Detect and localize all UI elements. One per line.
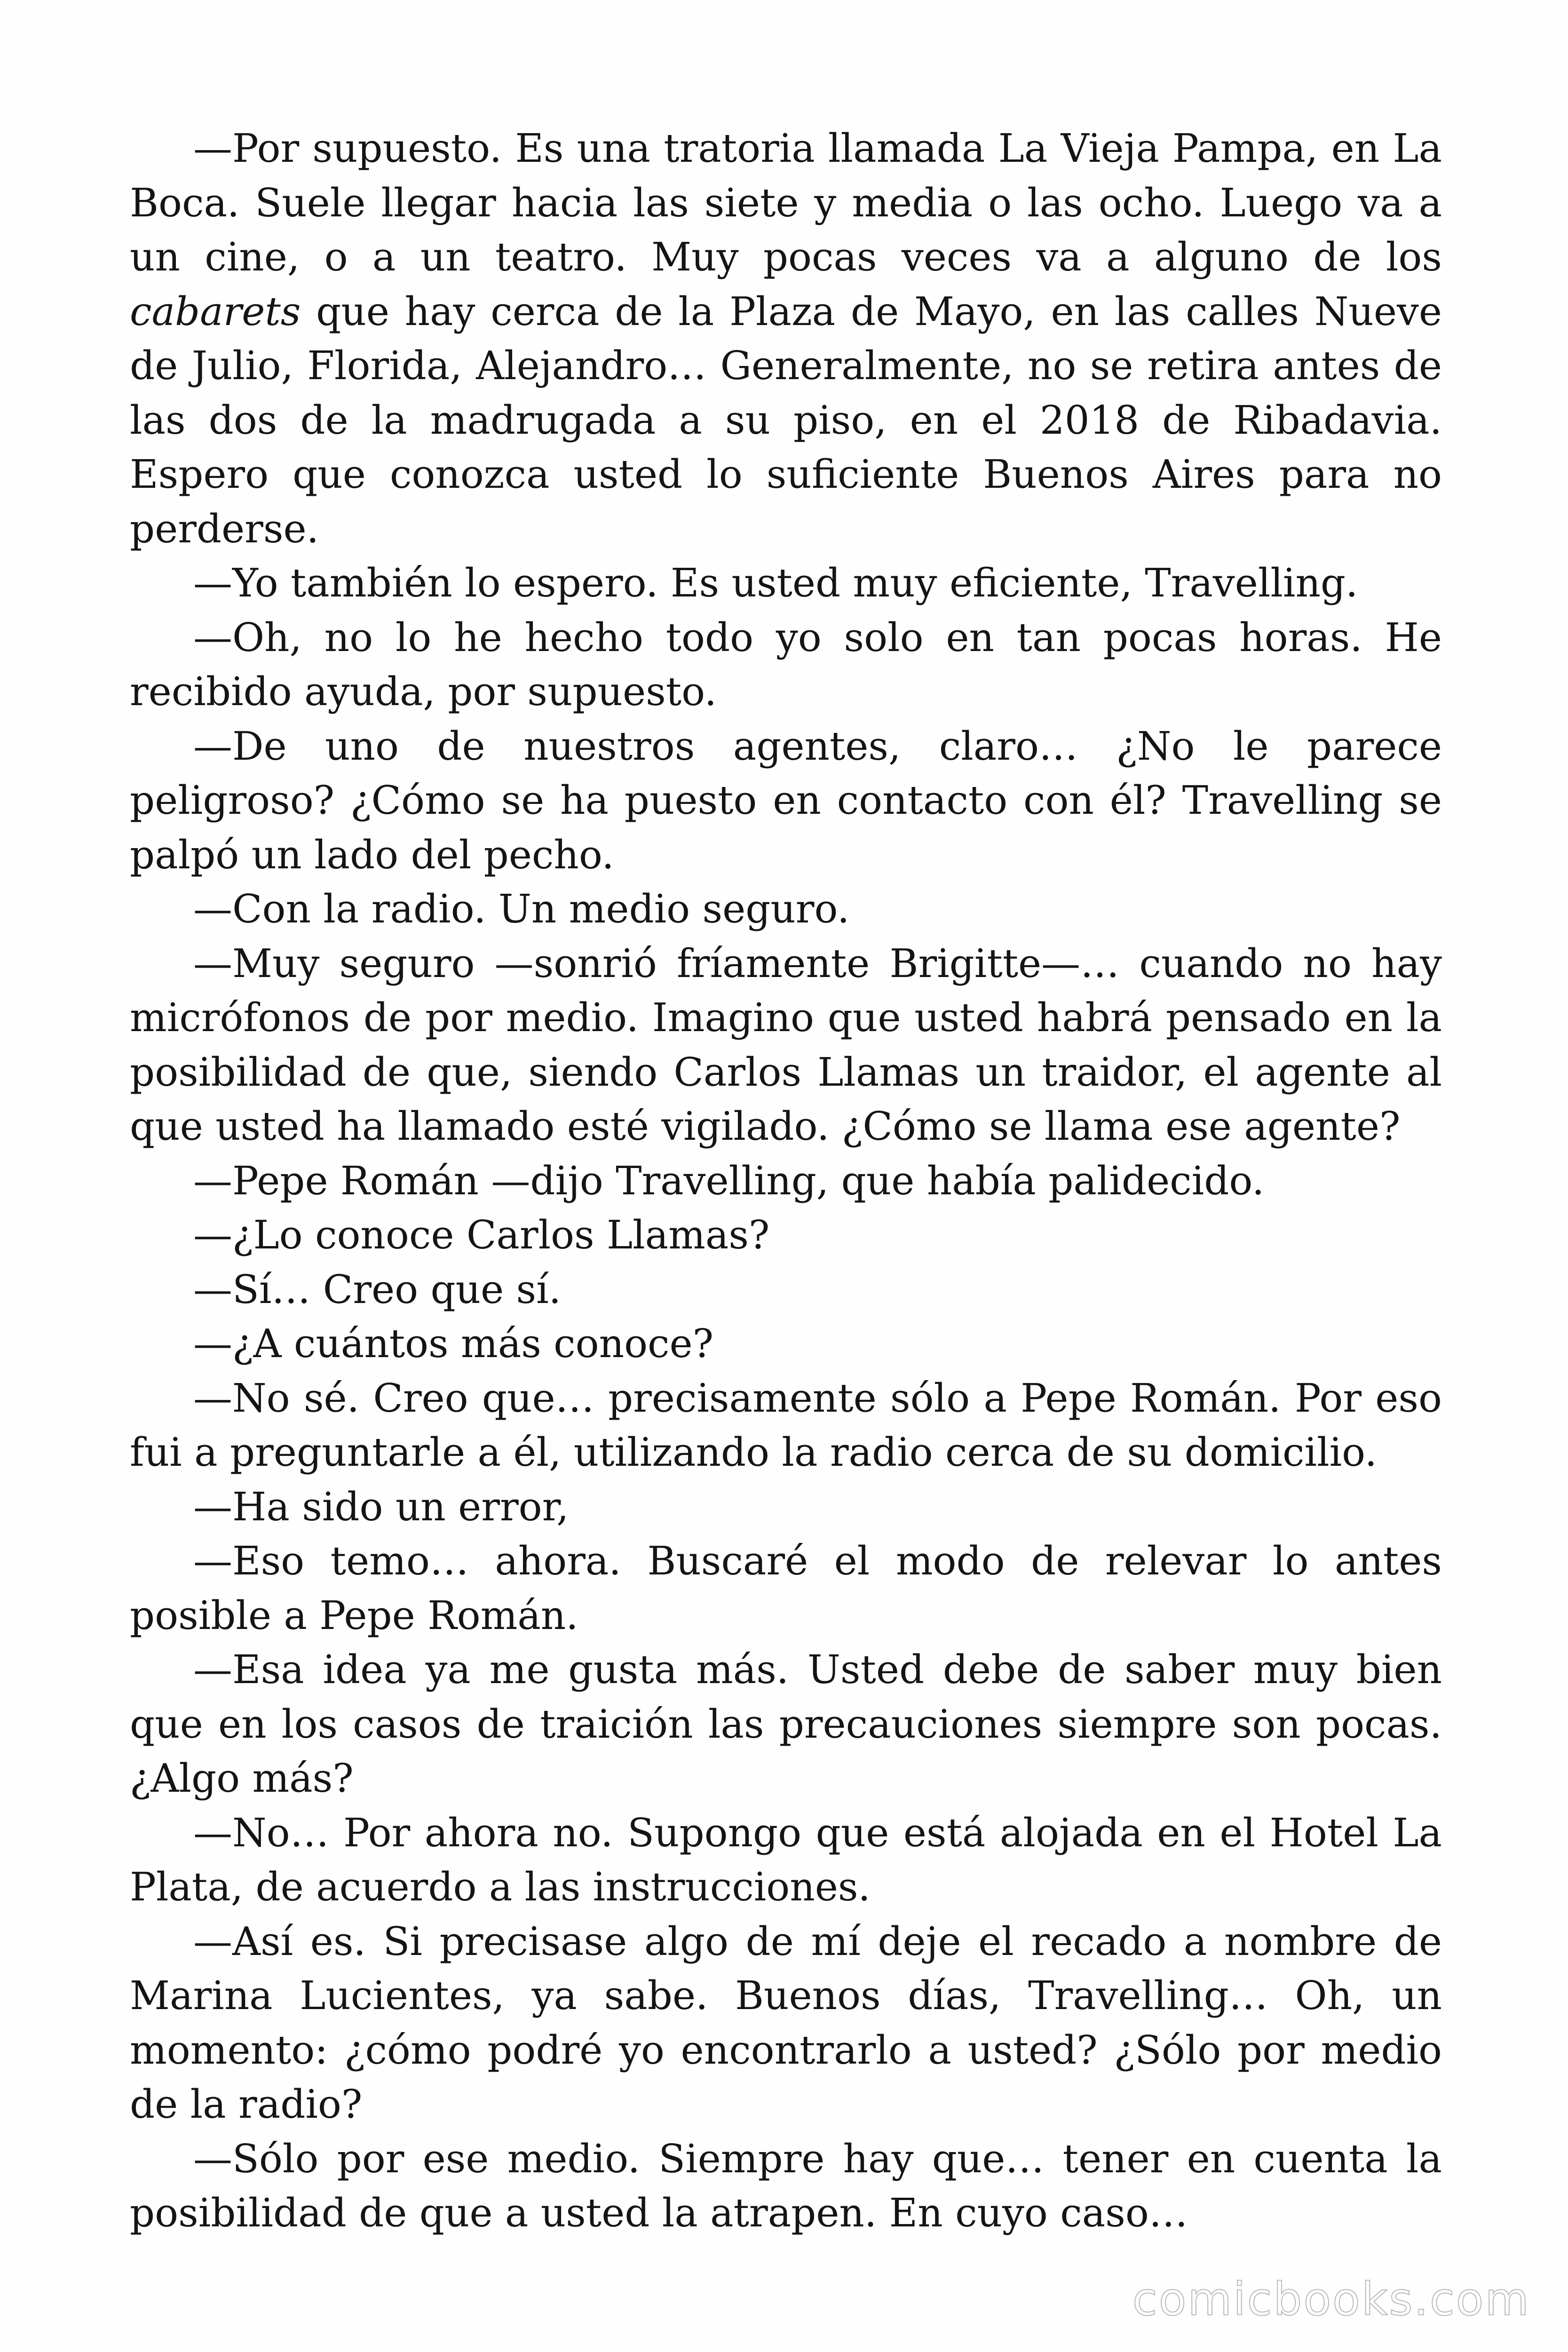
paragraph: —Yo también lo espero. Es usted muy eficiente, Travelling. bbox=[193, 560, 1358, 606]
paragraph: —Pepe Román —dijo Travelling, que había palidecido. bbox=[193, 1158, 1265, 1204]
paragraph: —Eso temo… ahora. Buscaré el modo de relevar lo antes posible a Pepe Román. bbox=[130, 1538, 1442, 1638]
italic-word: cabarets bbox=[130, 288, 301, 334]
body-text bbox=[130, 121, 1442, 2241]
paragraph: —No… Por ahora no. Supongo que está alojada en el Hotel La Plata, de acuerdo a las instrucciones. bbox=[130, 1810, 1442, 1910]
paragraph: —Esa idea ya me gusta más. Usted debe de saber muy bien que en los casos de traición las precauciones siempre son pocas. ¿Algo más? bbox=[130, 1647, 1442, 1801]
paragraph: —De uno de nuestros agentes, claro… ¿No le parece peligroso? ¿Cómo se ha puesto en contacto con él? Travelling se palpó un lado del pecho. bbox=[130, 723, 1442, 878]
paragraph: —Con la radio. Un medio seguro. bbox=[193, 886, 850, 932]
paragraph: —Muy seguro —sonrió fríamente Brigitte—… cuando no hay micrófonos de por medio. Imagino que usted habrá pensado en la posibilidad de que, siendo Carlos Llamas un traidor, el agente al que usted ha llamado esté vigilado. ¿Cómo se llama ese agente? bbox=[130, 940, 1442, 1149]
paragraph: —Por supuesto. Es una tratoria llamada La Vieja Pampa, en La Boca. Suele llegar hacia las siete y media o las ocho. Luego va a un cine, o a un teatro. Muy pocas veces va a alguno de los cabarets que hay cerca de la Plaza de Mayo, en las calles Nueve de Julio, Florida, Alejandro… Generalmente, no se retira antes de las dos de la madrugada a su piso, en el 2018 de Ribadavia. Espero que conozca usted lo suficiente Buenos Aires para no perderse. bbox=[130, 126, 1442, 552]
paragraph: —¿A cuántos más conoce? bbox=[193, 1321, 714, 1367]
paragraph: —Sólo por ese medio. Siempre hay que… tener en cuenta la posibilidad de que a usted la atrapen. En cuyo caso… bbox=[130, 2136, 1442, 2236]
paragraph: —Así es. Si precisase algo de mí deje el recado a nombre de Marina Lucientes, ya sabe. Buenos días, Travelling… Oh, un momento: ¿cómo podré yo encontrarlo a usted? ¿Sólo por medio de la radio? bbox=[130, 1918, 1442, 2127]
watermark: comicbooks.com bbox=[1132, 2273, 1530, 2326]
paragraph: —Sí… Creo que sí. bbox=[193, 1266, 562, 1312]
paragraph: —No sé. Creo que… precisamente sólo a Pepe Román. Por eso fui a preguntarle a él, utilizando la radio cerca de su domicilio. bbox=[130, 1375, 1442, 1475]
paragraph: —¿Lo conoce Carlos Llamas? bbox=[193, 1212, 770, 1258]
paragraph: —Oh, no lo he hecho todo yo solo en tan pocas horas. He recibido ayuda, por supuesto. bbox=[130, 614, 1442, 715]
paragraph: —Ha sido un error, bbox=[193, 1484, 569, 1530]
